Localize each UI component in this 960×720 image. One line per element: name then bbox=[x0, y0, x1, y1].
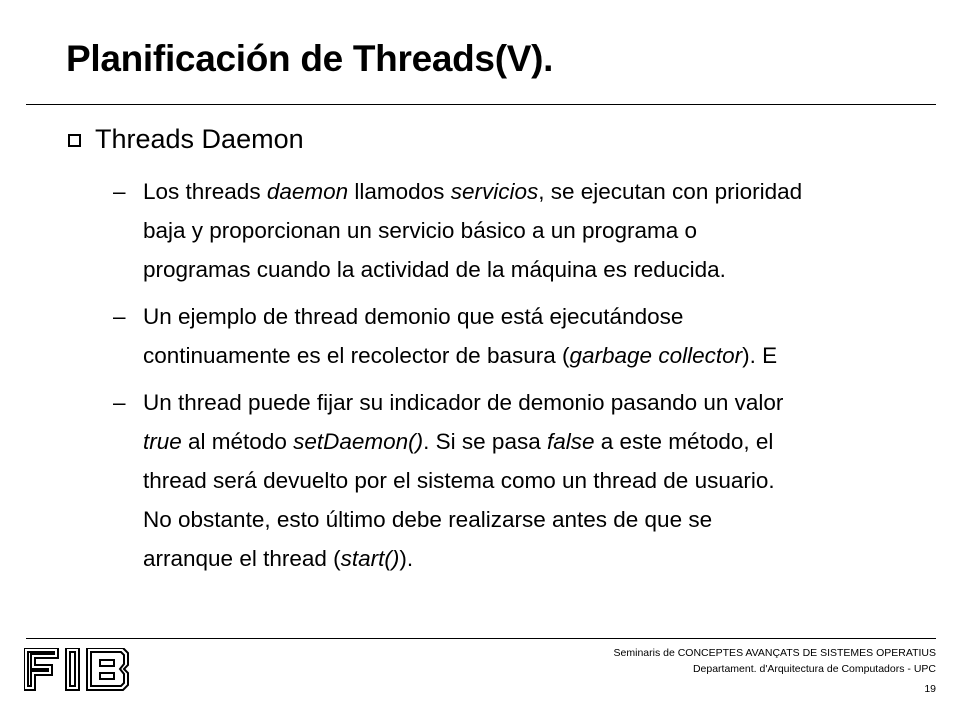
subpoint-text bbox=[143, 383, 933, 578]
text-line: arranque el thread (start()). bbox=[143, 546, 414, 571]
subpoint bbox=[113, 383, 933, 578]
main-bullet-label: Threads Daemon bbox=[95, 124, 304, 154]
dash-marker: – bbox=[113, 304, 126, 329]
subpoint-list bbox=[113, 172, 933, 586]
text-line: thread será devuelto por el sistema como un thread de usuario. bbox=[143, 468, 775, 493]
text-line: Un ejemplo de thread demonio que está ejecutándose bbox=[143, 304, 684, 329]
footer-department: Departament. d'Arquitectura de Computadors - UPC bbox=[692, 663, 936, 675]
text-line: true al método setDaemon(). Si se pasa false a este método, el bbox=[143, 429, 774, 454]
text-line: Los threads daemon llamodos servicios, se ejecutan con prioridad bbox=[143, 179, 803, 204]
footer-credits bbox=[614, 645, 936, 677]
fib-logo bbox=[24, 648, 132, 692]
dash-marker: – bbox=[113, 179, 126, 204]
subpoint-text bbox=[143, 297, 933, 375]
title-divider bbox=[26, 104, 936, 105]
square-bullet-icon bbox=[68, 134, 81, 147]
subpoint-text bbox=[143, 172, 933, 289]
text-line: programas cuando la actividad de la máquina es reducida. bbox=[143, 257, 726, 282]
text-line: No obstante, esto último debe realizarse antes de que se bbox=[143, 507, 713, 532]
main-bullet bbox=[68, 124, 304, 155]
dash-marker: – bbox=[113, 390, 126, 415]
page-number: 19 bbox=[924, 683, 936, 695]
subpoint bbox=[113, 172, 933, 289]
text-line: baja y proporcionan un servicio básico a un programa o bbox=[143, 218, 698, 243]
subpoint bbox=[113, 297, 933, 375]
text-line: Un thread puede fijar su indicador de demonio pasando un valor bbox=[143, 390, 784, 415]
footer-divider bbox=[26, 638, 936, 639]
slide-title: Planificación de Threads(V). bbox=[66, 38, 554, 79]
text-line: continuamente es el recolector de basura (garbage collector). E bbox=[143, 343, 778, 368]
footer-course: Seminaris de CONCEPTES AVANÇATS DE SISTEMES OPERATIUS bbox=[613, 647, 936, 659]
